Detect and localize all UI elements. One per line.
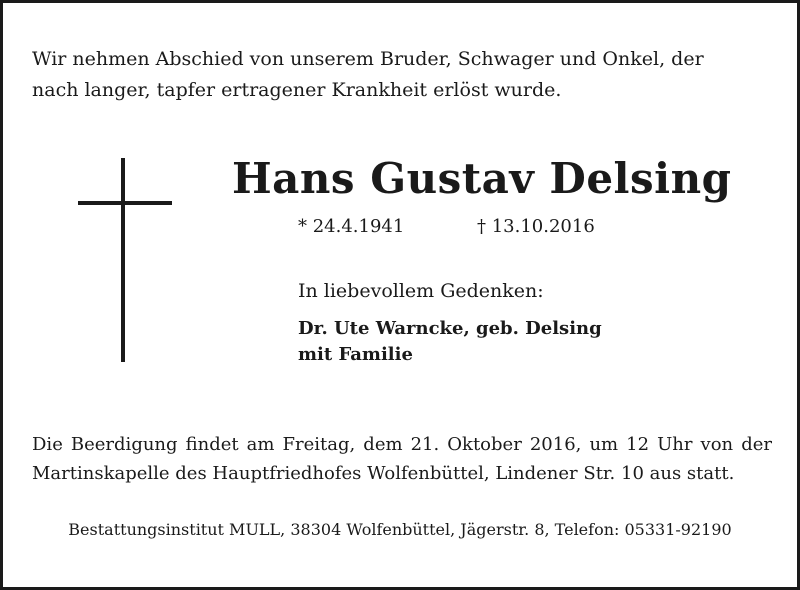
funeral-text bbox=[32, 430, 772, 488]
memory-line: In liebevollem Gedenken: bbox=[298, 280, 544, 302]
intro-line-1: Wir nehmen Abschied von unserem Bruder, Schwager und Onkel, der bbox=[32, 48, 704, 70]
intro-text bbox=[32, 44, 772, 106]
undertaker-info: Bestattungsinstitut MULL, 38304 Wolfenbüttel, Jägerstr. 8, Telefon: 05331-92190 bbox=[68, 520, 732, 539]
funeral-line-1: Die Beerdigung findet am Freitag, dem 21. Oktober 2016, um 12 Uhr von der bbox=[32, 434, 772, 455]
mourner-line-2: mit Familie bbox=[298, 344, 413, 365]
cross-vertical-bar bbox=[121, 158, 125, 362]
funeral-line-2: Martinskapelle des Hauptfriedhofes Wolfenbüttel, Lindener Str. 10 aus statt. bbox=[32, 463, 735, 484]
death-date: † 13.10.2016 bbox=[477, 216, 595, 237]
birth-date: * 24.4.1941 bbox=[298, 216, 405, 237]
intro-line-2: nach langer, tapfer ertragener Krankheit erlöst wurde. bbox=[32, 79, 562, 101]
mourner-line-1: Dr. Ute Warncke, geb. Delsing bbox=[298, 318, 602, 339]
cross-horizontal-bar bbox=[78, 201, 172, 205]
mourner-block bbox=[298, 316, 602, 368]
deceased-name: Hans Gustav Delsing bbox=[232, 154, 732, 203]
